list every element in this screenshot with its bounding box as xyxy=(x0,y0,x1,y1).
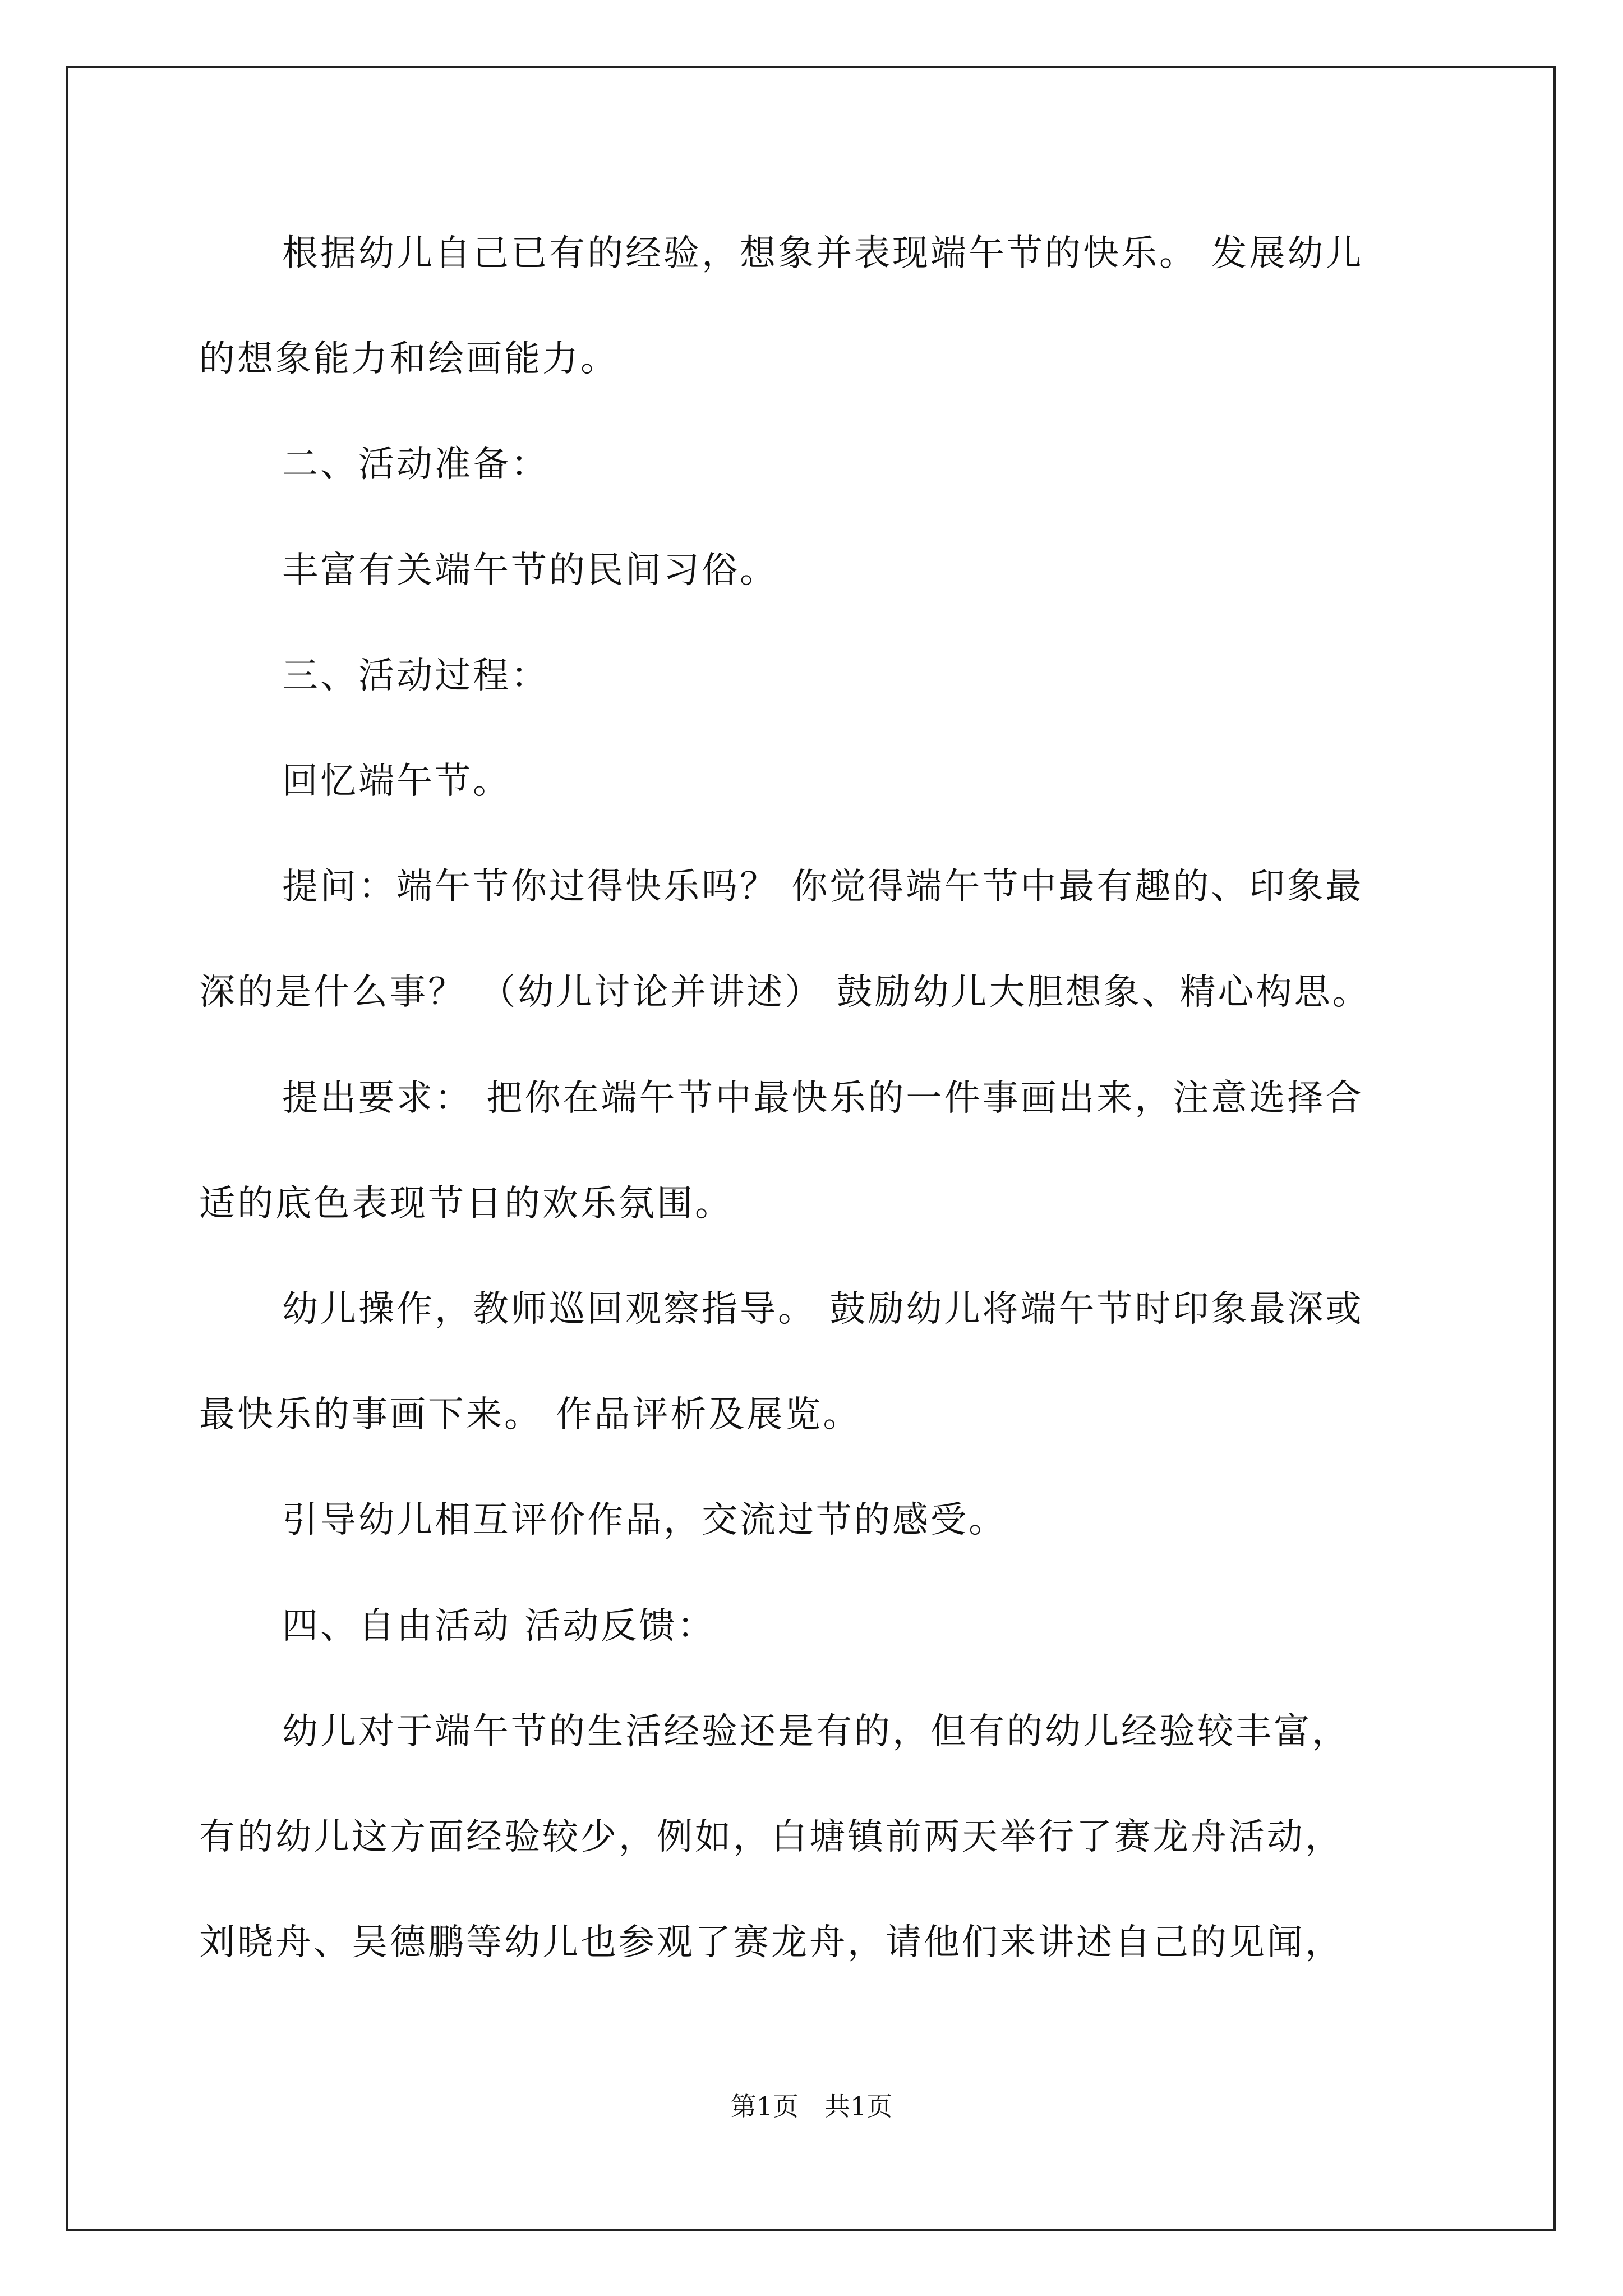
text-line: 的想象能力和绘画能力。 xyxy=(199,338,619,380)
text-line: 回忆端午节。 xyxy=(282,761,511,802)
section-heading: 三、活动过程： xyxy=(282,655,549,697)
text-line: 有的幼儿这方面经验较少，例如，白塘镇前两天举行了赛龙舟活动， xyxy=(199,1816,1343,1858)
text-line: 提问：端午节你过得快乐吗？ 你觉得端午节中最有趣的、印象最 xyxy=(282,866,1364,908)
page-footer: 第1页 共1页 xyxy=(730,2091,893,2122)
text-line: 引导幼儿相互评价作品，交流过节的感受。 xyxy=(282,1499,1007,1541)
text-line: 适的底色表现节日的欢乐氛围。 xyxy=(199,1183,733,1225)
text-line: 深的是什么事？ （幼儿讨论并讲述） 鼓励幼儿大胆想象、精心构思。 xyxy=(199,972,1371,1013)
page-border xyxy=(66,66,1556,2231)
text-line: 丰富有关端午节的民间习俗。 xyxy=(282,550,778,591)
text-line: 最快乐的事画下来。 作品评析及展览。 xyxy=(199,1394,861,1435)
section-heading: 四、自由活动 活动反馈： xyxy=(282,1605,716,1647)
text-line: 根据幼儿自己已有的经验，想象并表现端午节的快乐。 发展幼儿 xyxy=(282,233,1364,274)
text-line: 幼儿操作，教师巡回观察指导。 鼓励幼儿将端午节时印象最深或 xyxy=(282,1289,1364,1330)
text-line: 幼儿对于端午节的生活经验还是有的，但有的幼儿经验较丰富， xyxy=(282,1711,1350,1752)
section-heading: 二、活动准备： xyxy=(282,444,549,485)
text-line: 刘晓舟、吴德鹏等幼儿也参观了赛龙舟，请他们来讲述自己的见闻， xyxy=(199,1922,1343,1963)
text-line: 提出要求： 把你在端午节中最快乐的一件事画出来，注意选择合 xyxy=(282,1078,1364,1119)
